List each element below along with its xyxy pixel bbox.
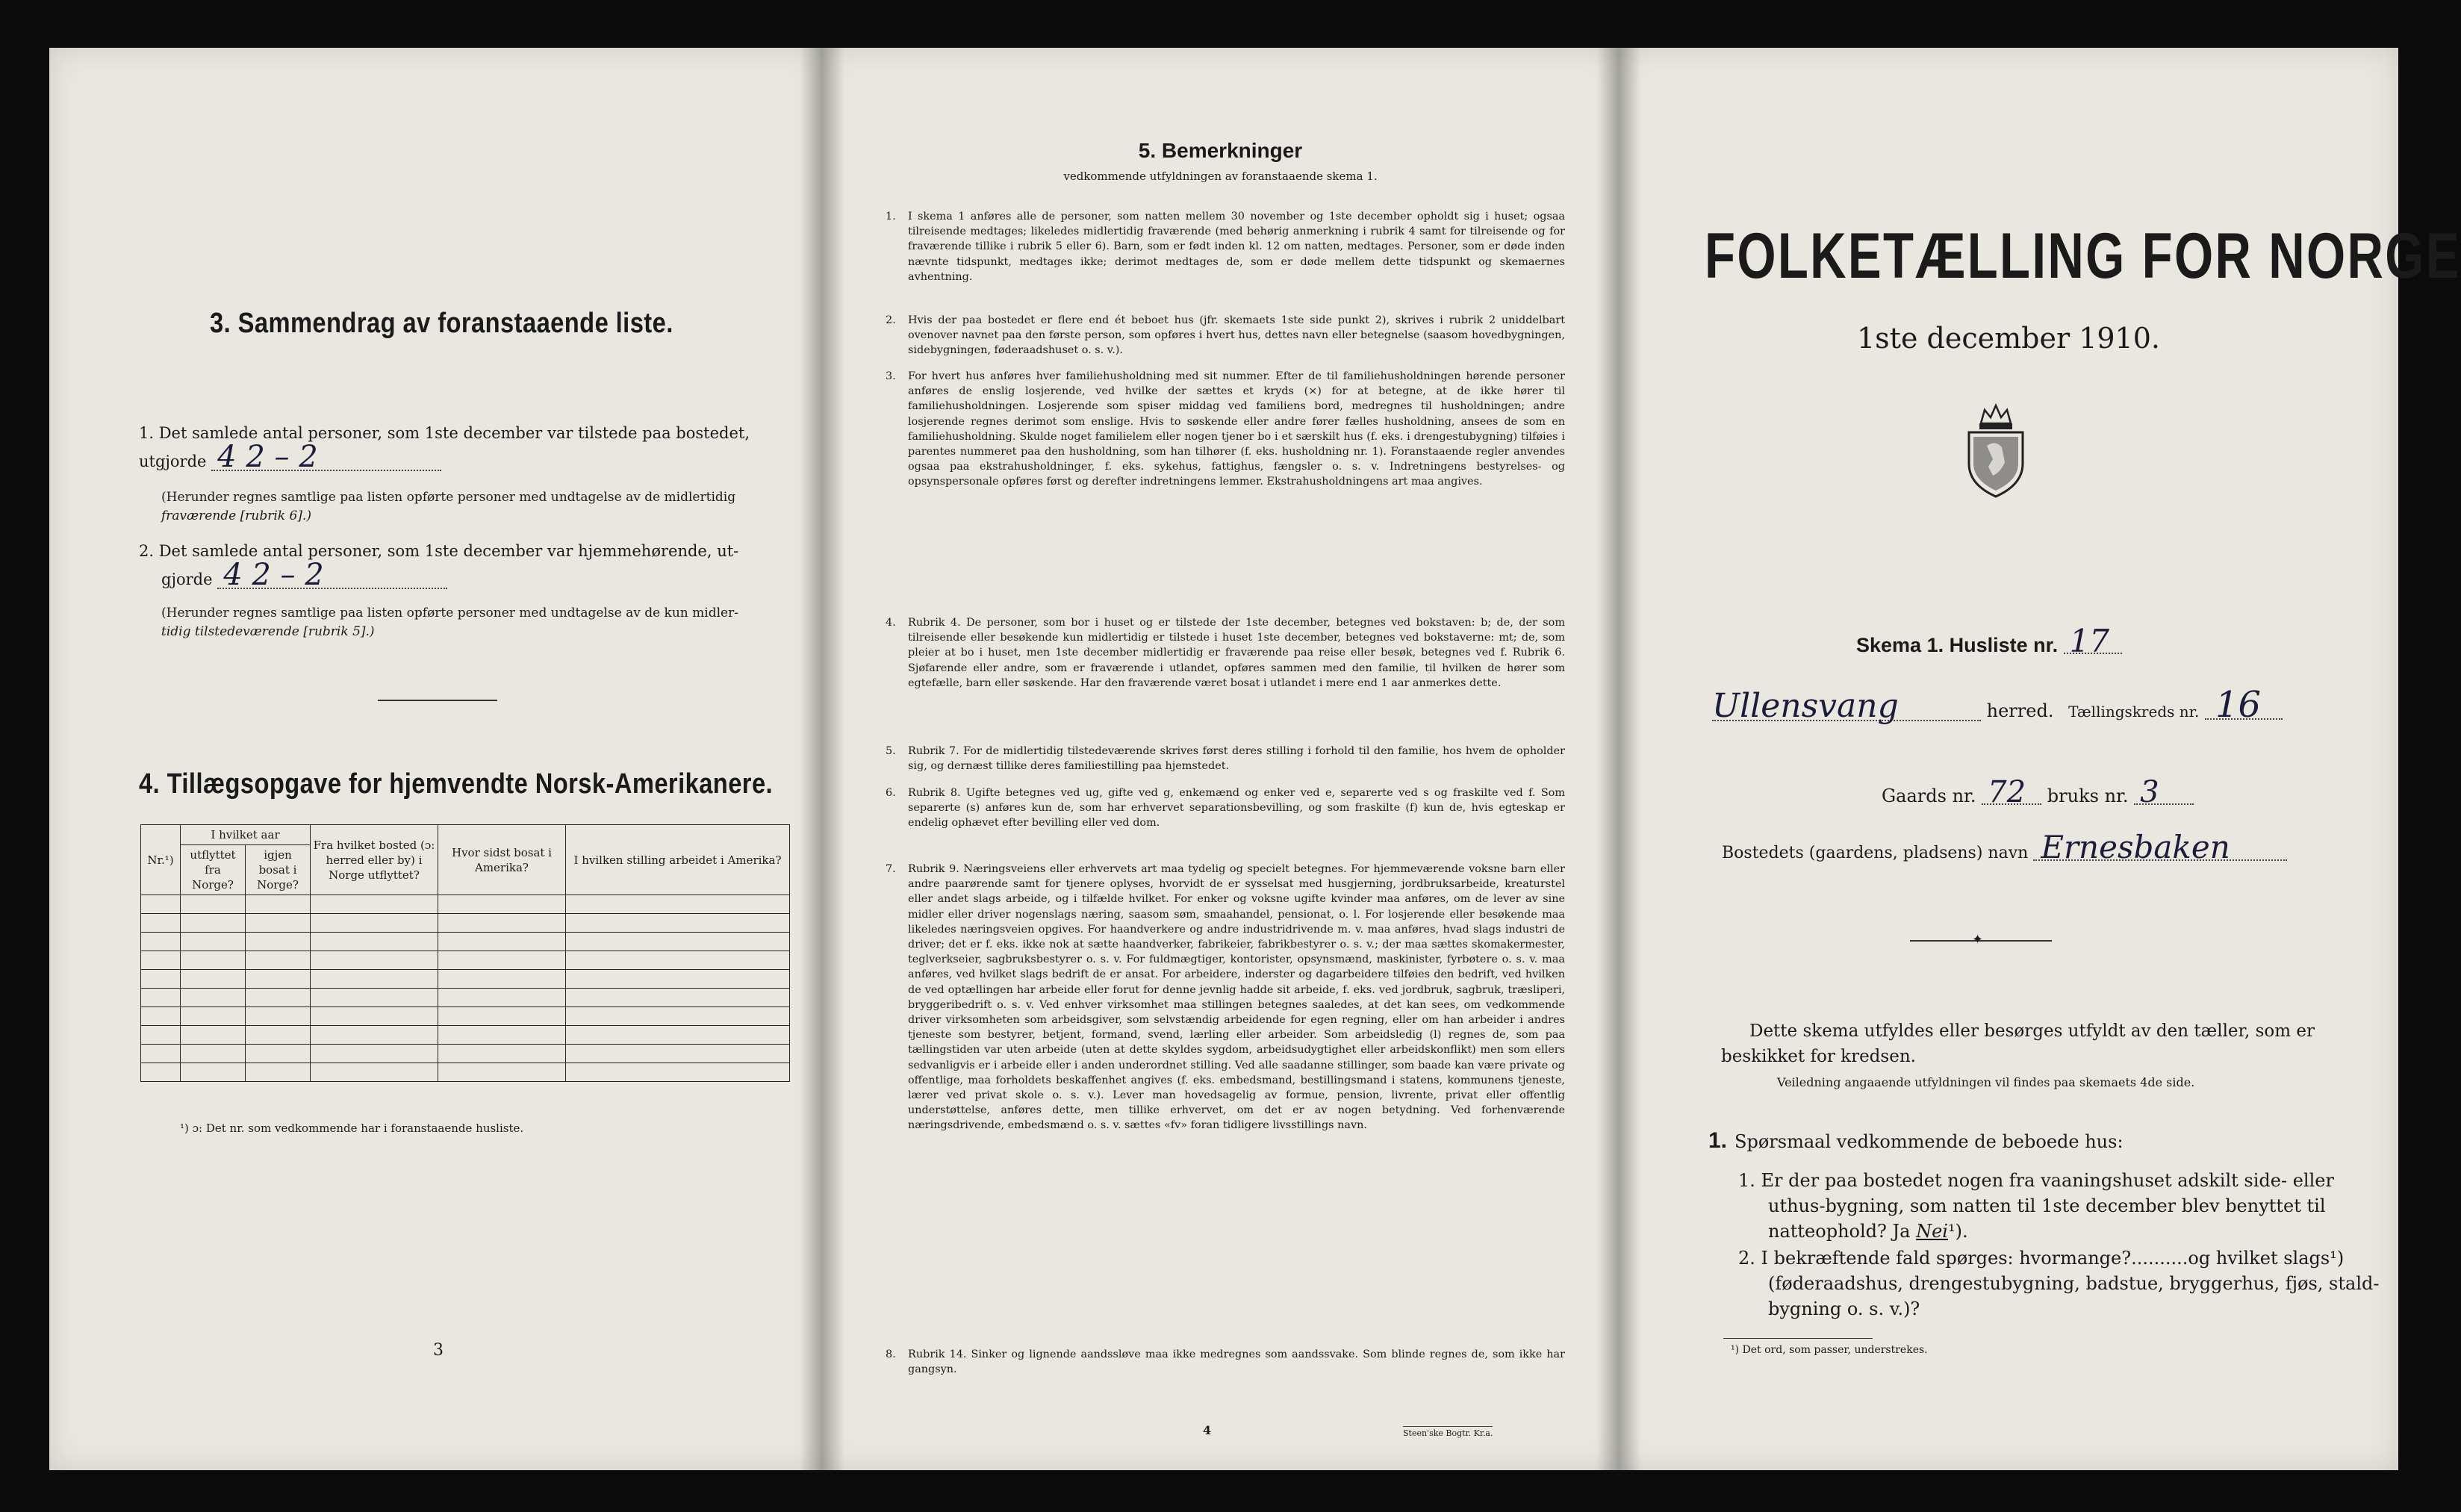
q1-answer: Nei: [1916, 1221, 1948, 1242]
remark-4: [886, 615, 1565, 736]
remark-text: Rubrik 9. Næringsveiens eller erhvervets art maa tydelig og specielt betegnes. For hjemmeværende voksne barn eller andre paarørende samt for tjenere oplyses, hvorvidt de er sysselsat med husgjerning, jordbruksarbeide, kreaturstel eller andet slags arbeide, og i tilfælde hvilket. For enker og voksne ugifte kvinder maa anføres, om de lever av sine midler eller driver nogenslags næring, saasom søm, smaahandel, pensionat, o. l. For losjerende eller besøkende maa likeledes næringsveien opgives. For haandverkere og andre industridrivende m. v. maa anføres, hvad slags industri de driver; det er f. eks. ikke nok at sætte haandverker, fabrikeier, fabrikbestyrer o. s. v.; der maa sættes skomakermester, teglverkseier, sagbruksbestyrer o. s. v. For fuldmægtiger, kontorister, opsynsmænd, maskinister, fyrbøtere o. s. v. maa anføres, ved hvilket slags bedrift de er ansat. For arbeidere, inderster og dagarbeidere tilføies den bedrift, ved hvilken de ved optællingen har arbeide eller forut for denne jevnlig hadde sit arbeide, f. eks. ved jordbruk, sagbruk, træsliperi, bryggeribedrift o. s. v. Ved enhver virksomhet maa stillingen betegnes saaledes, at det kan sees, om vedkommende driver virksomheten som arbeidsgiver, som selvstændig arbeidende for egen regning, eller om han arbeider i andres tjeneste som bestyrer, betjent, formand, svend, lærling eller arbeider. Som arbeidsledig (l) regnes de, som paa tællingstiden var uten arbeide (uten at dette skyldes sygdom, arbeidsudygtighet eller arbeidskonflikt) men som ellers sedvanligvis er i arbeide eller i anden underordnet stilling. Ved alle saadanne stillinger, som baade kan være private og offentlige, maa forholdets beskaffenhet angives (f. eks. embedsmand, bestillingsmand i statens, kommunens tjeneste, lærer ved privat skole o. s. v.). Lever man hovedsagelig av formue, pension, livrente, privat eller offentlig understøttelse, anføres dette, men tillike erhvervet, om det er av nogen betydning. Ved forhenværende næringsdrivende, embedsmænd o. s. v. sættes «fv» foran tidligere livsstillings navn.: [908, 863, 1565, 1132]
item1-note-a: (Herunder regnes samtlige paa listen opførte personer med undtagelse av de midlertidig: [161, 490, 736, 505]
remark-1: [886, 209, 1565, 305]
gaards-line: [1882, 775, 2194, 809]
q1-prefix: natteophold? Ja: [1768, 1221, 1911, 1242]
remark-text: Rubrik 8. Ugifte betegnes ved ug, gifte ved g, enkemænd og enker ved e, separerte ved s og fraskilte ved f. Som separerte (s) anføres kun de, som har erhvervet separationsbevilling, og som fraskilte (f) kun de, hvis egteskap er endelig ophævet efter bevilling eller ved dom.: [908, 787, 1565, 830]
col-group-year: I hvilket aar: [181, 825, 311, 845]
page-fold-shadow: [1619, 48, 1641, 1470]
table-footnote: ¹) ɔ: Det nr. som vedkommende har i foranstaaende husliste.: [180, 1121, 524, 1135]
page-four: [822, 48, 1619, 1470]
bruks-value: 3: [2134, 781, 2194, 805]
item1-line-a: 1. Det samlede antal personer, som 1ste december var tilstede paa bostedet,: [139, 424, 750, 442]
item1-prefix: utgjorde: [139, 452, 207, 470]
remark-number: 8.: [886, 1348, 896, 1360]
table-row: [141, 989, 790, 1007]
remark-number: 6.: [886, 787, 896, 799]
remark-text: I skema 1 anføres alle de personer, som natten mellem 30 november og 1ste december opholdt sig i huset; ogsaa tilreisende medtages; likeledes midlertidig fraværende (med behørig anmerkning i rubrik 4 samt for tilreisende og for fraværende tillike i rubrik 5 eller 6). Barn, som er født inden kl. 12 om natten, medtages. Personer, som er døde inden nævnte tidspunkt, medtages ikke; derimot medtages de, som er døde mellem dette tidspunkt og skemaernes avhentning.: [908, 211, 1565, 283]
remark-text: Rubrik 14. Sinker og lignende aandssløve maa ikke medregnes som aandssvake. Som blinde regnes de, som ikke har gangsyn.: [908, 1348, 1565, 1376]
table-row: [141, 1007, 790, 1026]
summary-item-2: [139, 541, 796, 591]
ornament-icon: ✦: [1972, 932, 1984, 948]
remark-number: 3.: [886, 370, 896, 382]
divider: [378, 700, 497, 701]
skema-line: [1856, 623, 2122, 659]
col-nr: Nr.¹): [141, 825, 181, 895]
q1-line-a: 1. Er der paa bostedet nogen fra vaaningshuset adskilt side- eller: [1738, 1170, 2334, 1191]
footnote-divider: [1723, 1338, 1873, 1339]
page-fold-shadow: [800, 48, 822, 1470]
page-one: [1619, 48, 2461, 1470]
remarks-subtitle: vedkommende utfyldningen av foranstaaende skema 1.: [1063, 169, 1378, 183]
census-date: 1ste december 1910.: [1857, 322, 2160, 355]
bosted-value: Ernesbaken: [2033, 836, 2287, 861]
col-utflyttet: utflyttet fra Norge?: [181, 845, 246, 895]
remark-5: [886, 744, 1565, 777]
remark-number: 2.: [886, 314, 896, 326]
section4-title: 4. Tillægsopgave for hjemvendte Norsk-Amerikanere.: [139, 768, 774, 800]
remark-number: 1.: [886, 211, 896, 223]
herred-value: Ullensvang: [1712, 693, 1981, 721]
remark-number: 7.: [886, 863, 896, 875]
remark-6: [886, 785, 1565, 850]
table-row: [141, 1026, 790, 1045]
remark-3: [886, 369, 1565, 606]
col-stilling: I hvilken stilling arbeidet i Amerika?: [566, 825, 790, 895]
question-1: [1738, 1168, 2380, 1244]
gaards-value: 72: [1982, 781, 2041, 805]
summary-item-1: [139, 423, 796, 473]
page-fold-shadow: [822, 48, 844, 1470]
question-2: [1738, 1245, 2380, 1322]
intro-line-a: Dette skema utfyldes eller besørges utfyldt av den tæller, som er: [1749, 1021, 2315, 1041]
q2-line-a: 2. I bekræftende fald spørges: hvormange?..........og hvilket slags¹): [1738, 1248, 2345, 1269]
item2-note: [161, 604, 796, 641]
husliste-number: 17: [2064, 630, 2122, 654]
q1-suffix: ¹).: [1947, 1221, 1968, 1242]
q2-line-c: bygning o. s. v.)?: [1768, 1298, 1920, 1319]
table-row: [141, 951, 790, 970]
herred-label: herred.: [1986, 700, 2054, 721]
page-number: 4: [1203, 1423, 1212, 1437]
intro-text: [1721, 1018, 2369, 1069]
q1-line-b: uthus-bygning, som natten til 1ste december blev benyttet til: [1768, 1195, 2326, 1216]
table-row: [141, 895, 790, 914]
item1-value: 4 2 – 2: [211, 444, 441, 471]
col-hvor: Hvor sidst bosat i Amerika?: [438, 825, 566, 895]
bosted-line: [1722, 829, 2287, 866]
table-row: [141, 970, 790, 989]
remark-text: Rubrik 7. For de midlertidig tilstedeværende skrives først deres stilling i forhold til den familie, hos hvem de opholder sig, og dernæst tillike deres familiestilling paa hjemstedet.: [908, 745, 1565, 773]
item2-note-a: (Herunder regnes samtlige paa listen opførte personer med undtagelse av de kun midler-: [161, 606, 738, 620]
remarks-title: 5. Bemerkninger: [1138, 139, 1303, 162]
footnote: ¹) Det ord, som passer, understrekes.: [1731, 1344, 1928, 1356]
norsk-amerikaner-table: [140, 824, 790, 1082]
skema-label: Skema 1. Husliste nr.: [1856, 634, 2059, 656]
guide-text: Veiledning angaaende utfyldningen vil findes paa skemaets 4de side.: [1777, 1075, 2195, 1089]
intro-line-b: beskikket for kredsen.: [1721, 1047, 1916, 1066]
bruks-label: bruks nr.: [2047, 785, 2129, 806]
item2-value: 4 2 – 2: [217, 562, 447, 589]
table-row: [141, 1045, 790, 1063]
gaards-label: Gaards nr.: [1882, 785, 1976, 806]
item1-note: [161, 488, 796, 526]
remark-text: For hvert hus anføres hver familiehusholdning med sit nummer. Efter de til familiehusholdningen hørende personer anføres de enslig losjerende, ved hvilke der sættes et kryds (×) for at betegne, at de ikke hører til familiehusholdningen. Losjerende som spiser middag ved familiens bord, medregnes til husholdningen; andre losjerende regnes derimot som enslige. Hvis to søskende eller andre fører fælles husholdning, ansees de som en familiehusholdning. Skulde noget familielem eller nogen tjener bo i et særskilt hus (f. eks. i drengestubygning) tilføies i parentes nummeret paa den husholdning, som han tilhører (f. eks. husholdning nr. 1). Foranstaaende regler anvendes ogsaa paa ekstrahusholdninger, f. eks. sykehus, fattighus, fængsler o. s. v. Indretningens bestyrelses- og opsynspersonale opføres først og derefter indretningens lemmer. Ekstrahusholdningens art maa angives.: [908, 370, 1565, 488]
page-number: 3: [433, 1341, 444, 1360]
item2-note-b: tidig tilstedeværende [rubrik 5].): [161, 624, 375, 639]
item2-prefix: gjorde: [161, 570, 213, 588]
remark-text: Rubrik 4. De personer, som bor i huset og er tilstede der 1ste december, betegnes ved bokstaven: b; de, der som tilreisende eller besøkende kun midlertidig er tilstede i huset 1ste december, betegnes ved bokstaverne: mt; de, som pleier at bo i huset, men 1ste december midlertidig er fraværende paa reise eller besøk, betegnes ved f. Rubrik 6. Sjøfarende eller andre, som er fraværende i utlandet, opføres sammen med den familie, til hvilken de hører som egtefælle, barn eller søskende. Har den fraværende været bosat i utlandet i mere end 1 aar anmerkes dette.: [908, 617, 1565, 689]
col-igjen: igjen bosat i Norge?: [246, 845, 311, 895]
table-row: [141, 933, 790, 951]
item1-note-b: fraværende [rubrik 6].): [161, 508, 311, 523]
remark-text: Hvis der paa bostedet er flere end ét beboet hus (jfr. skemaets 1ste side punkt 2), skrives i rubrik 2 uniddelbart ovenover navnet paa den første person, som opføres i hvert hus, dettes navn eller betegnelse (saasom hovedbygningen, sidebygningen, føderaadshuset o. s. v.).: [908, 314, 1565, 357]
kreds-value: 16: [2205, 691, 2283, 720]
remark-7: [886, 862, 1565, 1340]
questions-heading-text: Spørsmaal vedkommende de beboede hus:: [1734, 1131, 2124, 1152]
section3-title: 3. Sammendrag av foranstaaende liste.: [210, 308, 673, 339]
table-row: [141, 1063, 790, 1082]
questions-heading: [1708, 1128, 2124, 1154]
printer-mark: Steen'ske Bogtr. Kr.a.: [1403, 1426, 1493, 1438]
questions-heading-number: 1.: [1708, 1128, 1728, 1153]
table-row: [141, 914, 790, 933]
coat-of-arms-icon: [1958, 395, 2033, 500]
herred-line: [1712, 684, 2369, 726]
page-fold-shadow: [1596, 48, 1619, 1470]
col-fra: Fra hvilket bosted (ɔ: herred eller by) i Norge utflyttet?: [311, 825, 438, 895]
item1-line-b: [139, 440, 796, 474]
item2-line-b: [139, 558, 796, 592]
bosted-label: Bostedets (gaardens, pladsens) navn: [1722, 844, 2029, 862]
remark-number: 4.: [886, 617, 896, 629]
remark-8: [886, 1347, 1565, 1380]
remark-number: 5.: [886, 745, 896, 757]
q1-line-c: [1738, 1219, 2380, 1244]
page-three: [49, 48, 822, 1470]
kreds-label: Tællingskreds nr.: [2068, 703, 2200, 721]
q2-line-b: (føderaadshus, drengestubygning, badstue, bryggerhus, fjøs, stald-: [1768, 1273, 2380, 1294]
remark-2: [886, 313, 1565, 362]
item2-line-a: 2. Det samlede antal personer, som 1ste december var hjemmehørende, ut-: [139, 542, 739, 560]
census-title: FOLKETÆLLING FOR NORGE: [1705, 220, 2461, 292]
